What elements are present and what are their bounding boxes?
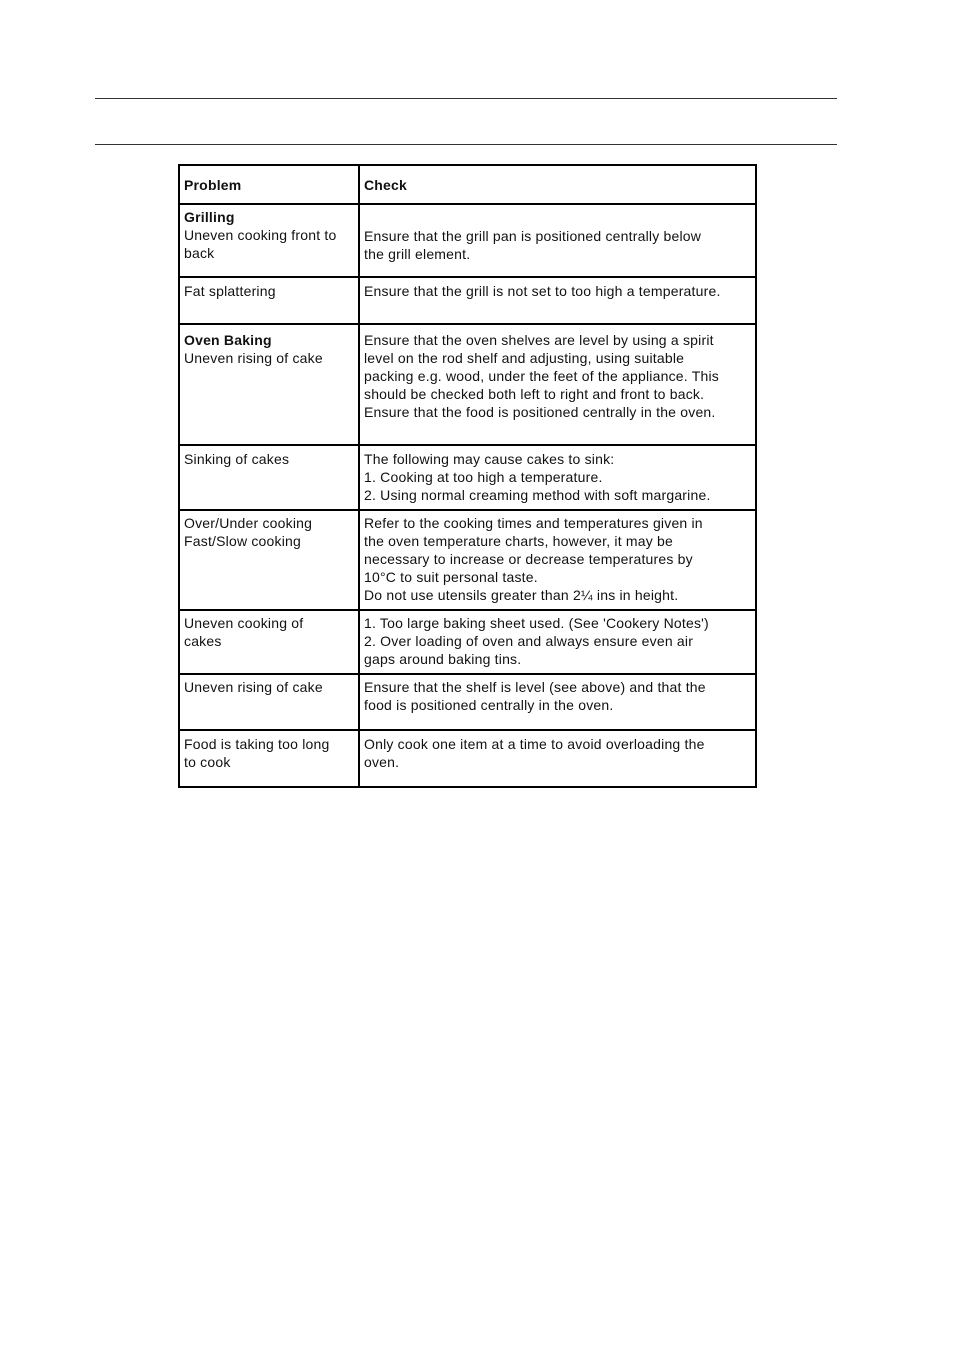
table-row xyxy=(179,204,756,277)
problem-column-header: Problem xyxy=(179,165,359,204)
problem-cell: Oven Baking Uneven rising of cake xyxy=(179,324,359,445)
table-row xyxy=(179,730,756,787)
table-row xyxy=(179,610,756,674)
problem-cell: Food is taking too long to cook xyxy=(179,730,359,787)
top-rule xyxy=(95,98,837,99)
problem-cell: Grilling Uneven cooking front to back xyxy=(179,204,359,277)
table-row xyxy=(179,324,756,445)
problem-cell: Fat splattering xyxy=(179,277,359,324)
table-row xyxy=(179,510,756,610)
check-cell: Refer to the cooking times and temperatures given in the oven temperature charts, however, it may be necessary to increase or decrease temperatures by 10°C to suit personal taste. Do not use utensils greater than 2¼ ins in height. xyxy=(359,510,756,610)
problem-cell: Uneven rising of cake xyxy=(179,674,359,730)
check-cell: The following may cause cakes to sink: 1. Cooking at too high a temperature. 2. Using normal creaming method with soft margarine. xyxy=(359,445,756,510)
header-rule xyxy=(95,144,837,145)
table-row xyxy=(179,674,756,730)
problem-cell: Uneven cooking of cakes xyxy=(179,610,359,674)
table-row xyxy=(179,445,756,510)
problem-cell: Sinking of cakes xyxy=(179,445,359,510)
table-row xyxy=(179,277,756,324)
troubleshooting-table xyxy=(178,164,757,788)
check-cell: Ensure that the oven shelves are level by using a spirit level on the rod shelf and adjusting, using suitable packing e.g. wood, under the feet of the appliance. This should be checked both left to right and front to back. Ensure that the food is positioned centrally in the oven. xyxy=(359,324,756,445)
check-cell: Only cook one item at a time to avoid overloading the oven. xyxy=(359,730,756,787)
section-heading-grilling: Grilling xyxy=(184,209,235,225)
table-header-row xyxy=(179,165,756,204)
check-column-header: Check xyxy=(359,165,756,204)
check-cell: 1. Too large baking sheet used. (See 'Cookery Notes') 2. Over loading of oven and always ensure even air gaps around baking tins. xyxy=(359,610,756,674)
check-cell: Ensure that the shelf is level (see above) and that the food is positioned centrally in the oven. xyxy=(359,674,756,730)
check-cell: Ensure that the grill is not set to too high a temperature. xyxy=(359,277,756,324)
problem-cell: Over/Under cooking Fast/Slow cooking xyxy=(179,510,359,610)
check-cell: Ensure that the grill pan is positioned centrally below the grill element. xyxy=(359,204,756,277)
section-heading-oven-baking: Oven Baking xyxy=(184,332,272,348)
